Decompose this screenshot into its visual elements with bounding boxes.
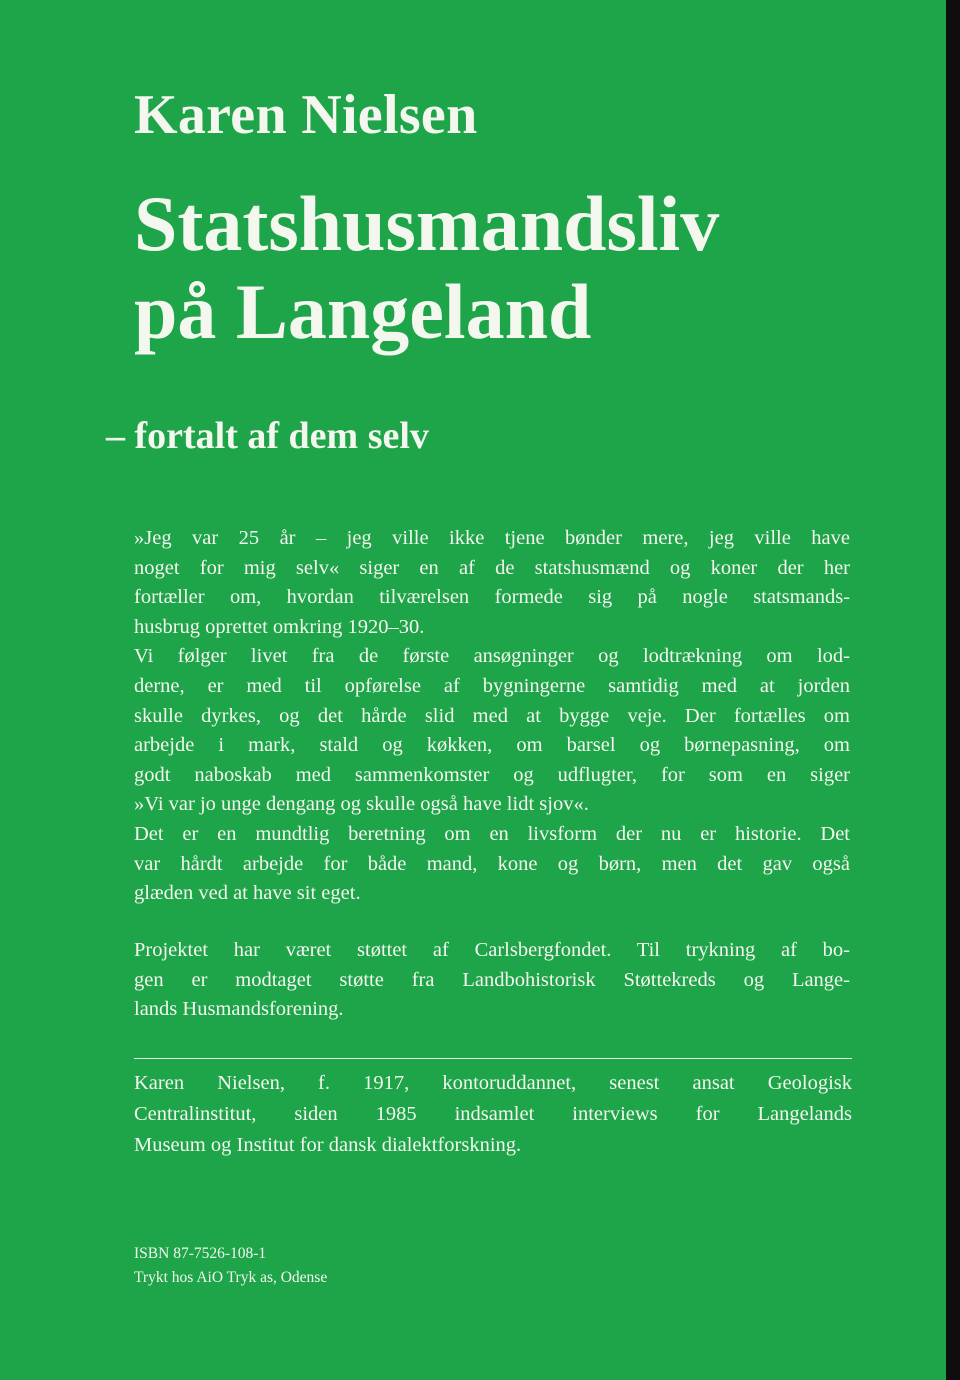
blurb-line: glæden ved at have sit eget. bbox=[134, 882, 361, 905]
book-title bbox=[134, 180, 719, 356]
author-bio bbox=[134, 1068, 852, 1161]
funding-note bbox=[134, 936, 850, 1025]
bio-line: Museum og Institut for dansk dialektforskning. bbox=[134, 1134, 522, 1156]
blurb-line: fortæller om, hvordan tilværelsen formede sig på nogle statsmands- bbox=[134, 586, 850, 609]
blurb-line: noget for mig selv« siger en af de statshusmænd og koner der her bbox=[134, 556, 850, 579]
funding-line: lands Husmandsforening. bbox=[134, 998, 344, 1021]
blurb-line: husbrug oprettet omkring 1920–30. bbox=[134, 615, 425, 638]
funding-line: Projektet har været støttet af Carlsbergfondet. Til trykning af bo- bbox=[134, 939, 850, 961]
blurb-line: godt naboskab med sammenkomster og udflugter, for som en siger bbox=[134, 763, 850, 786]
blurb-line: var hårdt arbejde for både mand, kone og børn, men det gav også bbox=[134, 852, 850, 875]
book-subtitle: – fortalt af dem selv bbox=[106, 415, 429, 457]
author-name: Karen Nielsen bbox=[134, 84, 478, 146]
scan-edge bbox=[946, 0, 960, 1380]
blurb-line: derne, er med til opførelse af bygningerne samtidig med at jorden bbox=[134, 674, 850, 697]
blurb-line: arbejde i mark, stald og køkken, om barsel og børnepasning, om bbox=[134, 734, 850, 757]
blurb-line: »Jeg var 25 år – jeg ville ikke tjene bønder mere, jeg ville have bbox=[134, 527, 850, 549]
blurb-line: »Vi var jo unge dengang og skulle også have lidt sjov«. bbox=[134, 793, 589, 816]
divider-rule bbox=[134, 1058, 852, 1059]
funding-line: gen er modtaget støtte fra Landbohistorisk Støttekreds og Lange- bbox=[134, 968, 850, 991]
blurb-line: Vi følger livet fra de første ansøgninger og lodtrækning om lod- bbox=[134, 645, 850, 668]
blurb-line: skulle dyrkes, og det hårde slid med at bygge veje. Der fortælles om bbox=[134, 704, 850, 727]
book-title-line: på Langeland bbox=[134, 268, 592, 355]
bio-line: Karen Nielsen, f. 1917, kontoruddannet, senest ansat Geologisk bbox=[134, 1072, 852, 1094]
book-title-line: Statshusmandsliv bbox=[134, 180, 720, 267]
printer-info: Trykt hos AiO Tryk as, Odense bbox=[134, 1269, 328, 1286]
blurb-line: Det er en mundtlig beretning om en livsform der nu er historie. Det bbox=[134, 822, 850, 845]
blurb-text bbox=[134, 524, 850, 909]
colophon bbox=[134, 1242, 327, 1290]
isbn-number: ISBN 87-7526-108-1 bbox=[134, 1245, 267, 1262]
bio-line: Centralinstitut, siden 1985 indsamlet interviews for Langelands bbox=[134, 1103, 852, 1125]
